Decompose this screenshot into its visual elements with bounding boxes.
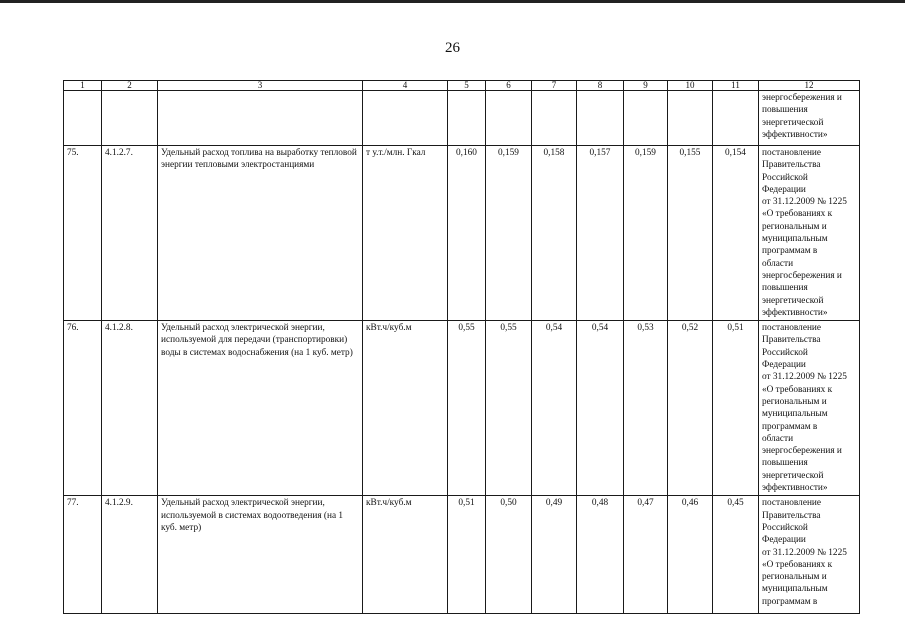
column-number: 2 [102, 81, 158, 91]
page-top-rule [0, 0, 905, 3]
column-number: 10 [668, 81, 713, 91]
empty-cell [668, 91, 713, 146]
unit-cell: т у.т./млн. Гкал [363, 146, 448, 321]
value-cell: 0,158 [532, 146, 577, 321]
value-cell: 0,50 [486, 496, 532, 614]
column-number: 1 [64, 81, 102, 91]
value-cell: 0,52 [668, 321, 713, 496]
value-cell: 0,155 [668, 146, 713, 321]
column-number: 3 [158, 81, 363, 91]
column-number: 8 [577, 81, 624, 91]
column-number: 9 [624, 81, 668, 91]
value-cell: 0,54 [577, 321, 624, 496]
value-cell: 0,55 [486, 321, 532, 496]
table-row [64, 496, 860, 614]
column-number: 5 [448, 81, 486, 91]
continuation-row [64, 91, 860, 146]
empty-cell [486, 91, 532, 146]
page-number: 26 [445, 40, 460, 56]
table-row [64, 321, 860, 496]
regulation-cell: энергосбережения и повышения энергетической эффективности» [759, 91, 860, 146]
column-number-row [64, 81, 860, 91]
indicator-name: Удельный расход топлива на выработку тепловой энергии тепловыми электростанциями [158, 146, 363, 321]
value-cell: 0,54 [532, 321, 577, 496]
indicator-code: 4.1.2.9. [102, 496, 158, 614]
value-cell: 0,55 [448, 321, 486, 496]
value-cell: 0,49 [532, 496, 577, 614]
value-cell: 0,48 [577, 496, 624, 614]
regulation-cell: постановление Правительства Российской Федерации от 31.12.2009 № 1225 «О требованиях к региональным и муниципальным программам в области энергосбережения и повышения энергетической эффективности» [759, 146, 860, 321]
indicator-name: Удельный расход электрической энергии, используемой в системах водоотведения (на 1 куб. метр) [158, 496, 363, 614]
value-cell: 0,53 [624, 321, 668, 496]
value-cell: 0,157 [577, 146, 624, 321]
value-cell: 0,51 [713, 321, 759, 496]
indicator-code: 4.1.2.8. [102, 321, 158, 496]
column-number: 6 [486, 81, 532, 91]
indicators-table [63, 80, 860, 614]
empty-cell [64, 91, 102, 146]
value-cell: 0,45 [713, 496, 759, 614]
empty-cell [577, 91, 624, 146]
table-row [64, 146, 860, 321]
empty-cell [532, 91, 577, 146]
column-number: 11 [713, 81, 759, 91]
column-number: 12 [759, 81, 860, 91]
empty-cell [363, 91, 448, 146]
value-cell: 0,154 [713, 146, 759, 321]
unit-cell: кВт.ч/куб.м [363, 321, 448, 496]
value-cell: 0,51 [448, 496, 486, 614]
row-number: 76. [64, 321, 102, 496]
value-cell: 0,46 [668, 496, 713, 614]
empty-cell [448, 91, 486, 146]
regulation-cell: постановление Правительства Российской Федерации от 31.12.2009 № 1225 «О требованиях к региональным и муниципальным программам в области энергосбережения и повышения энергетической эффективности» [759, 321, 860, 496]
value-cell: 0,47 [624, 496, 668, 614]
column-number: 7 [532, 81, 577, 91]
regulation-cell: постановление Правительства Российской Федерации от 31.12.2009 № 1225 «О требованиях к региональным и муниципальным программам в [759, 496, 860, 614]
row-number: 77. [64, 496, 102, 614]
indicator-code: 4.1.2.7. [102, 146, 158, 321]
value-cell: 0,159 [624, 146, 668, 321]
row-number: 75. [64, 146, 102, 321]
empty-cell [713, 91, 759, 146]
empty-cell [624, 91, 668, 146]
empty-cell [158, 91, 363, 146]
column-number: 4 [363, 81, 448, 91]
value-cell: 0,160 [448, 146, 486, 321]
empty-cell [102, 91, 158, 146]
indicator-name: Удельный расход электрической энергии, используемой для передачи (транспортировки) воды в системах водоснабжения (на 1 куб. метр) [158, 321, 363, 496]
value-cell: 0,159 [486, 146, 532, 321]
unit-cell: кВт.ч/куб.м [363, 496, 448, 614]
